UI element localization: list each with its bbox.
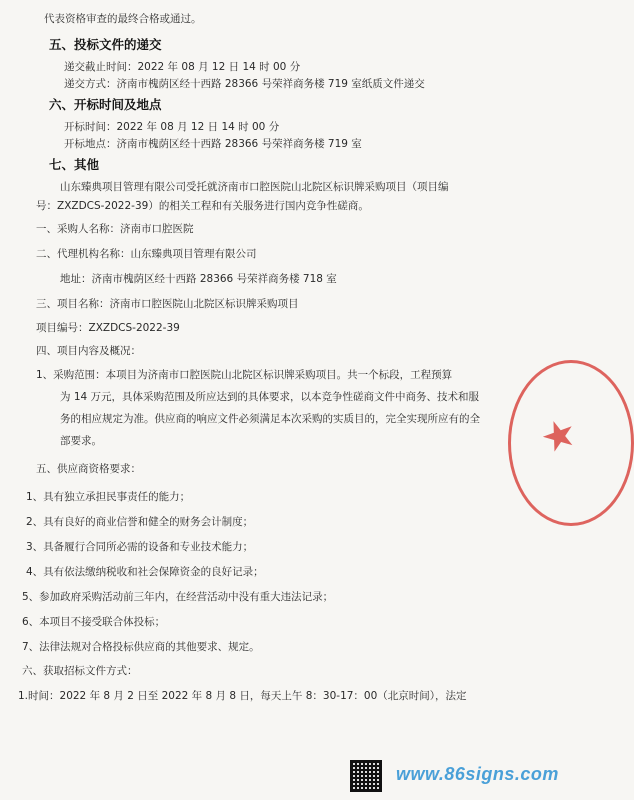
text-line: 递交方式：济南市槐荫区经十西路 28366 号荣祥商务楼 719 室纸质文件递交 (64, 78, 425, 90)
section-heading: 五、投标文件的递交 (49, 37, 162, 52)
section-heading: 七、其他 (49, 157, 100, 172)
red-seal-stamp (508, 360, 634, 526)
text-line: 三、项目名称：济南市口腔医院山北院区标识牌采购项目 (36, 298, 299, 310)
text-line: 1.时间：2022 年 8 月 2 日至 2022 年 8 月 8 日，每天上午 8：30-17：00（北京时间），法定 (18, 690, 467, 702)
text-line: 一、采购人名称：济南市口腔医院 (36, 223, 194, 235)
text-line: 递交截止时间：2022 年 08 月 12 日 14 时 00 分 (64, 61, 301, 73)
text-line: 开标地点：济南市槐荫区经十西路 28366 号荣祥商务楼 719 室 (64, 138, 362, 150)
text-line: 为 14 万元，具体采购范围及所应达到的具体要求，以本竞争性磋商文件中商务、技术和服 (60, 391, 480, 403)
website-url: www.86signs.com (396, 764, 559, 784)
text-line: 项目编号：ZXZDCS-2022-39 (36, 322, 180, 334)
text-line: 4、具有依法缴纳税收和社会保障资金的良好记录； (26, 566, 264, 578)
text-line: 务的相应规定为准。供应商的响应文件必须满足本次采购的实质目的，完全实现所应有的全 (60, 413, 480, 425)
text-line: 四、项目内容及概况： (36, 345, 141, 357)
text-line: 号：ZXZDCS-2022-39）的相关工程和有关服务进行国内竞争性磋商。 (36, 200, 369, 212)
text-line: 1、采购范围：本项目为济南市口腔医院山北院区标识牌采购项目。共一个标段，工程预算 (36, 369, 453, 381)
footer-watermark (350, 760, 559, 792)
text-line: 山东臻典项目管理有限公司受托就济南市口腔医院山北院区标识牌采购项目（项目编 (60, 181, 449, 193)
section-heading: 六、开标时间及地点 (49, 97, 162, 112)
text-line: 7、法律法规对合格投标供应商的其他要求、规定。 (22, 641, 260, 653)
text-line: 代表资格审查的最终合格或通过。 (44, 13, 202, 25)
text-line: 部要求。 (60, 435, 102, 447)
text-line: 开标时间：2022 年 08 月 12 日 14 时 00 分 (64, 121, 280, 133)
text-line: 五、供应商资格要求： (36, 463, 141, 475)
text-line: 地址：济南市槐荫区经十西路 28366 号荣祥商务楼 718 室 (60, 273, 337, 285)
text-line: 六、获取招标文件方式： (22, 665, 138, 677)
text-line: 3、具备履行合同所必需的设备和专业技术能力； (26, 541, 254, 553)
text-line: 2、具有良好的商业信誉和健全的财务会计制度； (26, 516, 254, 528)
text-line: 6、本项目不接受联合体投标； (22, 616, 166, 628)
text-line: 5、参加政府采购活动前三年内，在经营活动中没有重大违法记录； (22, 591, 334, 603)
text-line: 1、具有独立承担民事责任的能力； (26, 491, 191, 503)
text-line: 二、代理机构名称：山东臻典项目管理有限公司 (36, 248, 257, 260)
qr-code-icon (350, 760, 382, 792)
star-icon: ★ (534, 408, 584, 464)
